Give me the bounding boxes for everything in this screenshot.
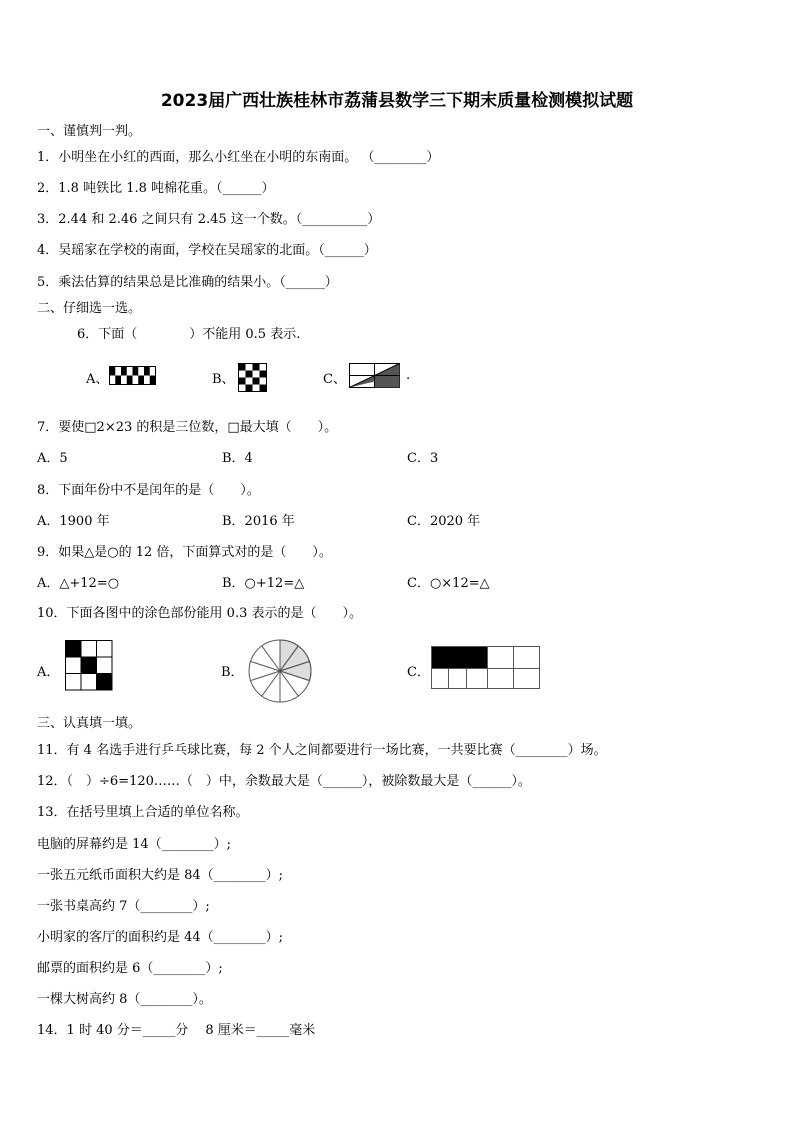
- question-9: 9．如果△是○的 12 倍，下面算式对的是（ ）。: [37, 545, 332, 560]
- q6-figure-b: [238, 363, 268, 393]
- question-12: 12．（ ）÷6=120……（ ）中，余数最大是（______），被除数最大是（______）。: [37, 774, 531, 789]
- question-13: 13．在括号里填上合适的单位名称。: [37, 805, 249, 820]
- q6-end-period: .: [406, 368, 411, 383]
- question-11: 11．有 4 名选手进行乒乓球比赛，每 2 个人之间都要进行一场比赛，一共要比赛（________）场。: [37, 743, 607, 758]
- question-13-item-6: 一棵大树高约 8（________）。: [37, 992, 212, 1007]
- q6-option-b-label: B、: [212, 372, 235, 387]
- question-7: 7．要使□2×23 的积是三位数，□最大填（ ）。: [37, 420, 338, 435]
- q9-option-c: C．○×12=△: [407, 576, 490, 591]
- q10-figure-c: [431, 646, 541, 690]
- question-3: 3．2.44 和 2.46 之间只有 2.45 这一个数。（__________）: [37, 212, 381, 227]
- q9-option-b: B．○+12=△: [222, 576, 305, 591]
- question-13-item-1: 电脑的屏幕约是 14（________）;: [37, 837, 232, 852]
- question-13-item-5: 邮票的面积约是 6（________）;: [37, 961, 223, 976]
- question-5: 5．乘法估算的结果总是比准确的结果小。（______）: [37, 275, 338, 290]
- question-6: 6．下面（ ）不能用 0.5 表示.: [77, 327, 301, 342]
- question-13-item-4: 小明家的客厅的面积约是 44（________）;: [37, 930, 284, 945]
- q8-option-a: A．1900 年: [37, 514, 110, 529]
- q6-option-c-label: C、: [323, 372, 346, 387]
- q7-option-b: B．4: [222, 451, 253, 466]
- q10-figure-a: [65, 640, 113, 692]
- q6-option-a-label: A、: [86, 372, 109, 387]
- q8-option-c: C．2020 年: [407, 514, 481, 529]
- q7-option-c: C．3: [407, 451, 439, 466]
- question-1: 1．小明坐在小红的西面，那么小红坐在小明的东南面。 （________）: [37, 150, 440, 165]
- q10-option-c-label: C．: [407, 665, 430, 680]
- question-14: 14．1 时 40 分＝_____分 8 厘米＝_____毫米: [37, 1023, 316, 1038]
- q6-figure-a: [109, 366, 157, 386]
- q10-figure-b: [247, 638, 313, 704]
- q6-figure-c: [349, 363, 401, 389]
- q10-option-a-label: A．: [37, 665, 60, 680]
- q9-option-a: A．△+12=○: [37, 576, 120, 591]
- section-2-heading: 二、仔细选一选。: [37, 301, 142, 316]
- question-4: 4．吴瑶家在学校的南面，学校在吴瑶家的北面。（______）: [37, 243, 377, 258]
- q8-option-b: B．2016 年: [222, 514, 295, 529]
- q10-option-b-label: B．: [221, 665, 244, 680]
- question-13-item-3: 一张书桌高约 7（________）;: [37, 899, 210, 914]
- section-3-heading: 三、认真填一填。: [37, 716, 142, 731]
- question-8: 8．下面年份中不是闰年的是（ ）。: [37, 483, 260, 498]
- page-title: 2023届广西壮族桂林市荔蒲县数学三下期末质量检测模拟试题: [160, 91, 634, 111]
- section-1-heading: 一、谨慎判一判。: [37, 124, 142, 139]
- question-2: 2．1.8 吨铁比 1.8 吨棉花重。（______）: [37, 181, 275, 196]
- question-13-item-2: 一张五元纸币面积大约是 84（________）;: [37, 868, 284, 883]
- q7-option-a: A．5: [37, 451, 68, 466]
- question-10: 10．下面各图中的涂色部份能用 0.3 表示的是（ ）。: [37, 606, 362, 621]
